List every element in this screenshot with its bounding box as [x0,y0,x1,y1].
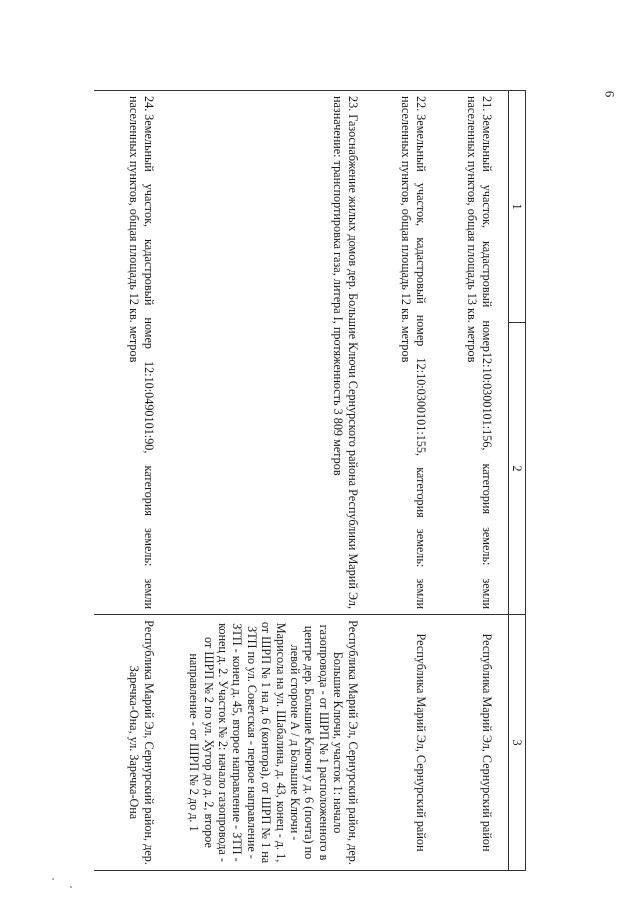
object-description: Земельный участок, кадастровый номер 12:10:0300101:155, категория земель: земли населенных пунктов, общая площадь 12 кв. метров [399,96,428,609]
row-number: 24. [141,96,156,112]
header-row [508,91,525,871]
row-number: 22. [413,96,428,112]
header-col-1: 1 [508,91,525,323]
location-text: Республика Марий Эл, Сернурский район [413,633,428,852]
location-text: Республика Марий Эл, Сернурский район, дер. Большие Ключи, участок 1: начало газопровода - от ШРП № 1 расположенного в центре дер. Большие Ключи у д. 6 (почта) по левой стороне А / д Большие Ключи - Марисола на ул. Шабалина, д. 43, конец - д. 1, от ШРП № 1 на д. 6 (контора), от ШРП № 1 на ЗТП по ул. Советская - первое направление - ЗТП - конец д. 45, второе направление - ЗТП - конец д. 2. Участок № 2: начало газопровода - от ШРП № 2 по ул. Хутор до д. 2, второе направление - от ШРП № 2 до д. 1 [187,620,360,865]
object-description: Земельный участок, кадастровый номер 12:10:0490101:90, категория земель: земли населенных пунктов, общая площадь 12 кв. метров [127,96,156,609]
object-description: Газоснабжение жилых домов дер. Большие Ключи Сернурского района Республики Марий Эл, назначение: транспортировка газа, литера I, протяженность 3 809 метров [331,96,360,609]
location-cell [158,615,362,871]
header-col-2: 2 [508,323,525,615]
table-row [362,91,430,871]
table-row [430,91,509,871]
object-cell [430,91,509,615]
scan-speck [52,878,54,880]
scan-speck [70,886,72,888]
row-number: 23. [345,96,360,112]
row-number: 21. [479,96,494,112]
location-text: Республика Марий Эл, Сернурский район [479,633,494,852]
object-cell [362,91,430,615]
page-number: 6 [602,90,618,98]
location-cell [362,615,430,871]
object-cell [94,91,158,615]
location-text: Республика Марий Эл, Сернурский район, дер. Заречка-Она, ул. Заречка-Она [127,620,156,865]
property-table [94,90,526,871]
rotated-table-sheet [100,90,526,870]
location-cell [430,615,509,871]
object-description: Земельный участок, кадастровый номер12:10:0300101:156, категория земель: земли населенных пунктов, общая площадь 13 кв. метров [465,96,494,609]
table-row [158,91,362,871]
header-col-3: 3 [508,615,525,871]
table-row [94,91,158,871]
location-cell [94,615,158,871]
object-cell [158,91,362,615]
